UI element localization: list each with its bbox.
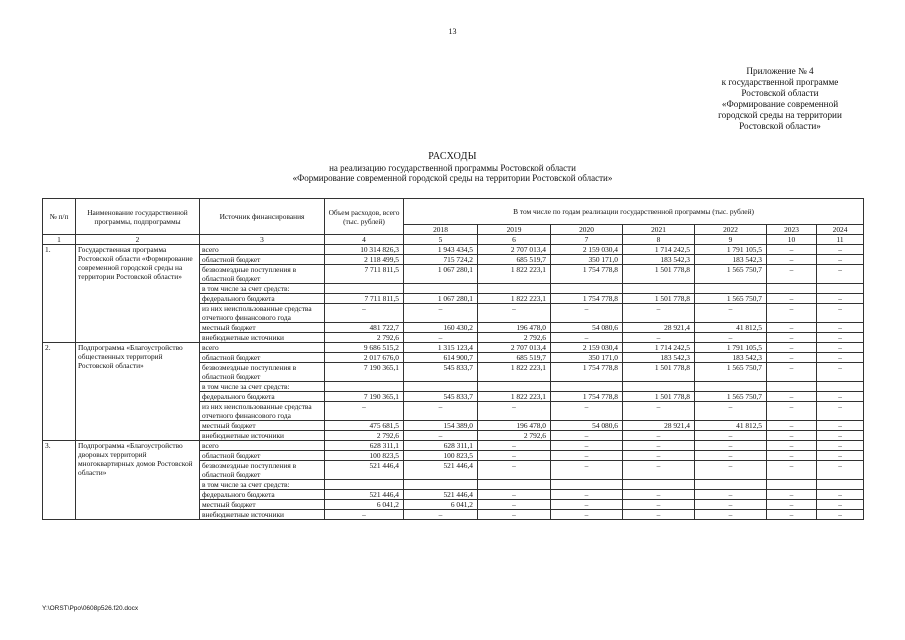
- year-amount-cell: 1 754 778,8: [551, 265, 623, 284]
- year-amount-cell: 1 754 778,8: [551, 363, 623, 382]
- total-amount-cell: [325, 382, 404, 392]
- year-amount-cell: 1 565 750,7: [695, 392, 767, 402]
- funding-source: в том числе за счет средств:: [200, 284, 325, 294]
- total-amount-cell: 7 711 811,5: [325, 294, 404, 304]
- year-amount-cell: –: [817, 363, 864, 382]
- funding-source: федерального бюджета: [200, 490, 325, 500]
- funding-source: местный бюджет: [200, 323, 325, 333]
- header-year: 2020: [551, 225, 623, 235]
- year-amount-cell: 1 822 223,1: [478, 363, 551, 382]
- year-amount-cell: –: [551, 304, 623, 323]
- year-amount-cell: –: [817, 431, 864, 441]
- total-amount-cell: 100 823,5: [325, 451, 404, 461]
- year-amount-cell: –: [767, 265, 817, 284]
- year-amount-cell: 521 446,4: [404, 461, 478, 480]
- year-amount-cell: 2 792,6: [478, 431, 551, 441]
- year-amount-cell: –: [404, 304, 478, 323]
- year-amount-cell: 1 791 105,5: [695, 245, 767, 255]
- year-amount-cell: 160 430,2: [404, 323, 478, 333]
- funding-source: внебюджетные источники: [200, 431, 325, 441]
- year-amount-cell: [817, 480, 864, 490]
- total-amount-cell: 2 118 499,5: [325, 255, 404, 265]
- year-amount-cell: –: [817, 461, 864, 480]
- year-amount-cell: [551, 382, 623, 392]
- year-amount-cell: 1 067 280,1: [404, 265, 478, 284]
- total-amount-cell: 521 446,4: [325, 490, 404, 500]
- year-amount-cell: –: [551, 461, 623, 480]
- column-number: 10: [767, 235, 817, 245]
- funding-source: областной бюджет: [200, 255, 325, 265]
- funding-source: из них неиспользованные средства отчетного финансового года: [200, 304, 325, 323]
- total-amount-cell: 6 041,2: [325, 500, 404, 510]
- program-name: Подпрограмма «Благоустройство общественных территорий Ростовской области»: [76, 343, 200, 441]
- year-amount-cell: 2 159 030,4: [551, 245, 623, 255]
- year-amount-cell: –: [623, 304, 695, 323]
- year-amount-cell: –: [767, 343, 817, 353]
- table-row: [43, 441, 864, 451]
- header-year: 2023: [767, 225, 817, 235]
- year-amount-cell: [767, 284, 817, 294]
- year-amount-cell: –: [695, 333, 767, 343]
- year-amount-cell: –: [623, 402, 695, 421]
- year-amount-cell: 715 724,2: [404, 255, 478, 265]
- year-amount-cell: –: [478, 451, 551, 461]
- year-amount-cell: –: [404, 431, 478, 441]
- year-amount-cell: [551, 480, 623, 490]
- header-total: Объем расходов, всего (тыс. рублей): [325, 199, 404, 235]
- column-number: 2: [76, 235, 200, 245]
- year-amount-cell: –: [817, 392, 864, 402]
- year-amount-cell: –: [551, 500, 623, 510]
- header-year: 2018: [404, 225, 478, 235]
- total-amount-cell: –: [325, 304, 404, 323]
- year-amount-cell: 196 478,0: [478, 323, 551, 333]
- appendix-line: «Формирование современной: [721, 99, 839, 109]
- year-amount-cell: –: [817, 402, 864, 421]
- year-amount-cell: –: [817, 510, 864, 520]
- appendix-line: Приложение № 4: [746, 66, 814, 76]
- year-amount-cell: [478, 284, 551, 294]
- header-name: Наименование государственной программы, подпрограммы: [76, 199, 200, 235]
- column-number-row: [43, 235, 864, 245]
- year-amount-cell: –: [551, 441, 623, 451]
- table-row: [43, 245, 864, 255]
- year-amount-cell: –: [767, 392, 817, 402]
- row-number: 1.: [43, 245, 76, 343]
- year-amount-cell: 628 311,1: [404, 441, 478, 451]
- year-amount-cell: –: [817, 490, 864, 500]
- year-amount-cell: [623, 284, 695, 294]
- header-year: 2024: [817, 225, 864, 235]
- year-amount-cell: –: [767, 451, 817, 461]
- year-amount-cell: 1 714 242,5: [623, 343, 695, 353]
- year-amount-cell: 1 501 778,8: [623, 363, 695, 382]
- funding-source: в том числе за счет средств:: [200, 382, 325, 392]
- total-amount-cell: [325, 480, 404, 490]
- year-amount-cell: –: [551, 402, 623, 421]
- year-amount-cell: [623, 480, 695, 490]
- year-amount-cell: 6 041,2: [404, 500, 478, 510]
- appendix-line: к государственной программе: [721, 77, 839, 87]
- year-amount-cell: –: [695, 451, 767, 461]
- column-number: 6: [478, 235, 551, 245]
- year-amount-cell: –: [478, 490, 551, 500]
- row-number: 3.: [43, 441, 76, 520]
- column-number: 4: [325, 235, 404, 245]
- year-amount-cell: –: [623, 500, 695, 510]
- year-amount-cell: 1 822 223,1: [478, 294, 551, 304]
- year-amount-cell: 2 707 013,4: [478, 245, 551, 255]
- year-amount-cell: [695, 284, 767, 294]
- header-num: № п/п: [43, 199, 76, 235]
- year-amount-cell: 1 754 778,8: [551, 294, 623, 304]
- year-amount-cell: –: [817, 304, 864, 323]
- year-amount-cell: 1 822 223,1: [478, 392, 551, 402]
- funding-source: областной бюджет: [200, 353, 325, 363]
- year-amount-cell: –: [817, 245, 864, 255]
- year-amount-cell: 2 792,6: [478, 333, 551, 343]
- total-amount-cell: 2 017 676,0: [325, 353, 404, 363]
- year-amount-cell: 1 714 242,5: [623, 245, 695, 255]
- year-amount-cell: –: [551, 451, 623, 461]
- year-amount-cell: 685 519,7: [478, 255, 551, 265]
- year-amount-cell: –: [478, 510, 551, 520]
- year-amount-cell: –: [767, 304, 817, 323]
- year-amount-cell: 2 159 030,4: [551, 343, 623, 353]
- total-amount-cell: 7 190 365,1: [325, 363, 404, 382]
- year-amount-cell: –: [623, 451, 695, 461]
- header-year: 2022: [695, 225, 767, 235]
- year-amount-cell: –: [817, 500, 864, 510]
- title-main: РАСХОДЫ: [428, 151, 477, 162]
- year-amount-cell: 350 171,0: [551, 353, 623, 363]
- year-amount-cell: 1 822 223,1: [478, 265, 551, 284]
- funding-source: в том числе за счет средств:: [200, 480, 325, 490]
- header-source: Источник финансирования: [200, 199, 325, 235]
- year-amount-cell: 545 833,7: [404, 392, 478, 402]
- year-amount-cell: [767, 480, 817, 490]
- year-amount-cell: –: [767, 461, 817, 480]
- year-amount-cell: –: [695, 431, 767, 441]
- year-amount-cell: 614 900,7: [404, 353, 478, 363]
- year-amount-cell: –: [767, 323, 817, 333]
- header-year: 2021: [623, 225, 695, 235]
- year-amount-cell: –: [623, 490, 695, 500]
- year-amount-cell: 196 478,0: [478, 421, 551, 431]
- year-amount-cell: 1 754 778,8: [551, 392, 623, 402]
- year-amount-cell: 350 171,0: [551, 255, 623, 265]
- column-number: 5: [404, 235, 478, 245]
- total-amount-cell: –: [325, 402, 404, 421]
- year-amount-cell: –: [478, 500, 551, 510]
- year-amount-cell: 54 080,6: [551, 421, 623, 431]
- year-amount-cell: –: [817, 441, 864, 451]
- title-line-2: на реализацию государственной программы Ростовской области: [329, 162, 576, 173]
- program-name: Государственная программа Ростовской области «Формирование современной городской среды на территории Ростовской области»: [76, 245, 200, 343]
- year-amount-cell: –: [817, 265, 864, 284]
- year-amount-cell: –: [767, 333, 817, 343]
- funding-source: всего: [200, 245, 325, 255]
- year-amount-cell: –: [551, 431, 623, 441]
- funding-source: внебюджетные источники: [200, 333, 325, 343]
- total-amount-cell: 628 311,1: [325, 441, 404, 451]
- appendix-line: Ростовской области: [741, 88, 819, 98]
- year-amount-cell: [551, 284, 623, 294]
- year-amount-cell: 54 080,6: [551, 323, 623, 333]
- total-amount-cell: 7 711 811,5: [325, 265, 404, 284]
- year-amount-cell: 1 565 750,7: [695, 294, 767, 304]
- year-amount-cell: –: [695, 510, 767, 520]
- year-amount-cell: –: [767, 510, 817, 520]
- year-amount-cell: [695, 382, 767, 392]
- total-amount-cell: 10 314 826,3: [325, 245, 404, 255]
- year-amount-cell: –: [767, 431, 817, 441]
- page-number: 13: [448, 27, 457, 36]
- year-amount-cell: [404, 284, 478, 294]
- year-amount-cell: 183 542,3: [695, 353, 767, 363]
- year-amount-cell: –: [695, 461, 767, 480]
- year-amount-cell: –: [478, 461, 551, 480]
- appendix-line: городской среды на территории: [718, 110, 842, 120]
- year-amount-cell: [478, 480, 551, 490]
- year-amount-cell: –: [767, 402, 817, 421]
- total-amount-cell: 2 792,6: [325, 333, 404, 343]
- table-body: [43, 235, 864, 520]
- year-amount-cell: [623, 382, 695, 392]
- funding-source: областной бюджет: [200, 451, 325, 461]
- year-amount-cell: 100 823,5: [404, 451, 478, 461]
- funding-source: местный бюджет: [200, 500, 325, 510]
- total-amount-cell: 481 722,7: [325, 323, 404, 333]
- year-amount-cell: –: [767, 500, 817, 510]
- column-number: 9: [695, 235, 767, 245]
- year-amount-cell: 2 707 013,4: [478, 343, 551, 353]
- title-line-3: «Формирование современной городской среды на территории Ростовской области»: [292, 173, 613, 183]
- year-amount-cell: –: [478, 304, 551, 323]
- year-amount-cell: –: [623, 431, 695, 441]
- funding-source: безвозмездные поступления в областной бюджет: [200, 265, 325, 284]
- year-amount-cell: [817, 382, 864, 392]
- year-amount-cell: –: [767, 353, 817, 363]
- funding-source: федерального бюджета: [200, 294, 325, 304]
- header-year: 2019: [478, 225, 551, 235]
- year-amount-cell: 1 501 778,8: [623, 294, 695, 304]
- year-amount-cell: –: [767, 245, 817, 255]
- column-number: 11: [817, 235, 864, 245]
- year-amount-cell: –: [695, 304, 767, 323]
- funding-source: безвозмездные поступления в областной бюджет: [200, 461, 325, 480]
- year-amount-cell: –: [767, 441, 817, 451]
- year-amount-cell: –: [478, 402, 551, 421]
- year-amount-cell: –: [478, 441, 551, 451]
- total-amount-cell: [325, 284, 404, 294]
- year-amount-cell: 1 501 778,8: [623, 265, 695, 284]
- year-amount-cell: 1 565 750,7: [695, 363, 767, 382]
- funding-source: всего: [200, 343, 325, 353]
- year-amount-cell: [404, 480, 478, 490]
- year-amount-cell: –: [695, 441, 767, 451]
- year-amount-cell: [478, 382, 551, 392]
- column-number: 1: [43, 235, 76, 245]
- total-amount-cell: 521 446,4: [325, 461, 404, 480]
- total-amount-cell: –: [325, 510, 404, 520]
- column-number: 3: [200, 235, 325, 245]
- year-amount-cell: 183 542,3: [623, 255, 695, 265]
- year-amount-cell: 1 565 750,7: [695, 265, 767, 284]
- year-amount-cell: –: [623, 461, 695, 480]
- year-amount-cell: –: [817, 333, 864, 343]
- year-amount-cell: –: [817, 255, 864, 265]
- total-amount-cell: 475 681,5: [325, 421, 404, 431]
- year-amount-cell: 28 921,4: [623, 323, 695, 333]
- funding-source: всего: [200, 441, 325, 451]
- column-number: 7: [551, 235, 623, 245]
- year-amount-cell: 1 067 280,1: [404, 294, 478, 304]
- year-amount-cell: –: [817, 294, 864, 304]
- year-amount-cell: –: [767, 294, 817, 304]
- funding-source: безвозмездные поступления в областной бюджет: [200, 363, 325, 382]
- header-by-years: В том числе по годам реализации государственной программы (тыс. рублей): [404, 199, 864, 225]
- funding-source: местный бюджет: [200, 421, 325, 431]
- year-amount-cell: 41 812,5: [695, 421, 767, 431]
- year-amount-cell: –: [623, 441, 695, 451]
- year-amount-cell: –: [817, 353, 864, 363]
- year-amount-cell: 545 833,7: [404, 363, 478, 382]
- year-amount-cell: 41 812,5: [695, 323, 767, 333]
- year-amount-cell: –: [404, 510, 478, 520]
- year-amount-cell: –: [767, 255, 817, 265]
- year-amount-cell: [767, 382, 817, 392]
- year-amount-cell: –: [817, 451, 864, 461]
- appendix-line: Ростовской области»: [739, 121, 821, 131]
- year-amount-cell: –: [551, 333, 623, 343]
- document-title: [160, 152, 745, 184]
- year-amount-cell: [404, 382, 478, 392]
- table-row: [43, 343, 864, 353]
- year-amount-cell: 1 501 778,8: [623, 392, 695, 402]
- year-amount-cell: 1 791 105,5: [695, 343, 767, 353]
- total-amount-cell: 9 686 515,2: [325, 343, 404, 353]
- year-amount-cell: –: [695, 500, 767, 510]
- total-amount-cell: 7 190 365,1: [325, 392, 404, 402]
- year-amount-cell: –: [404, 333, 478, 343]
- year-amount-cell: –: [817, 343, 864, 353]
- year-amount-cell: [695, 480, 767, 490]
- year-amount-cell: –: [767, 421, 817, 431]
- year-amount-cell: –: [817, 323, 864, 333]
- year-amount-cell: –: [695, 490, 767, 500]
- total-amount-cell: 2 792,6: [325, 431, 404, 441]
- program-name: Подпрограмма «Благоустройство дворовых территорий многоквартирных домов Ростовской области»: [76, 441, 200, 520]
- year-amount-cell: –: [623, 333, 695, 343]
- year-amount-cell: –: [767, 490, 817, 500]
- expenses-table: [42, 198, 864, 520]
- year-amount-cell: [817, 284, 864, 294]
- row-number: 2.: [43, 343, 76, 441]
- funding-source: из них неиспользованные средства отчетного финансового года: [200, 402, 325, 421]
- year-amount-cell: –: [404, 402, 478, 421]
- year-amount-cell: –: [767, 363, 817, 382]
- year-amount-cell: 28 921,4: [623, 421, 695, 431]
- year-amount-cell: –: [695, 402, 767, 421]
- funding-source: внебюджетные источники: [200, 510, 325, 520]
- appendix-note: [695, 66, 865, 132]
- year-amount-cell: 1 315 123,4: [404, 343, 478, 353]
- year-amount-cell: 1 943 434,5: [404, 245, 478, 255]
- year-amount-cell: 154 389,0: [404, 421, 478, 431]
- year-amount-cell: 685 519,7: [478, 353, 551, 363]
- year-amount-cell: 183 542,3: [695, 255, 767, 265]
- year-amount-cell: 521 446,4: [404, 490, 478, 500]
- column-number: 8: [623, 235, 695, 245]
- year-amount-cell: –: [817, 421, 864, 431]
- file-path-footer: Y:\ORST\Ppo\0608p526.f20.docx: [42, 605, 139, 612]
- year-amount-cell: –: [551, 490, 623, 500]
- year-amount-cell: –: [551, 510, 623, 520]
- year-amount-cell: –: [623, 510, 695, 520]
- year-amount-cell: 183 542,3: [623, 353, 695, 363]
- funding-source: федерального бюджета: [200, 392, 325, 402]
